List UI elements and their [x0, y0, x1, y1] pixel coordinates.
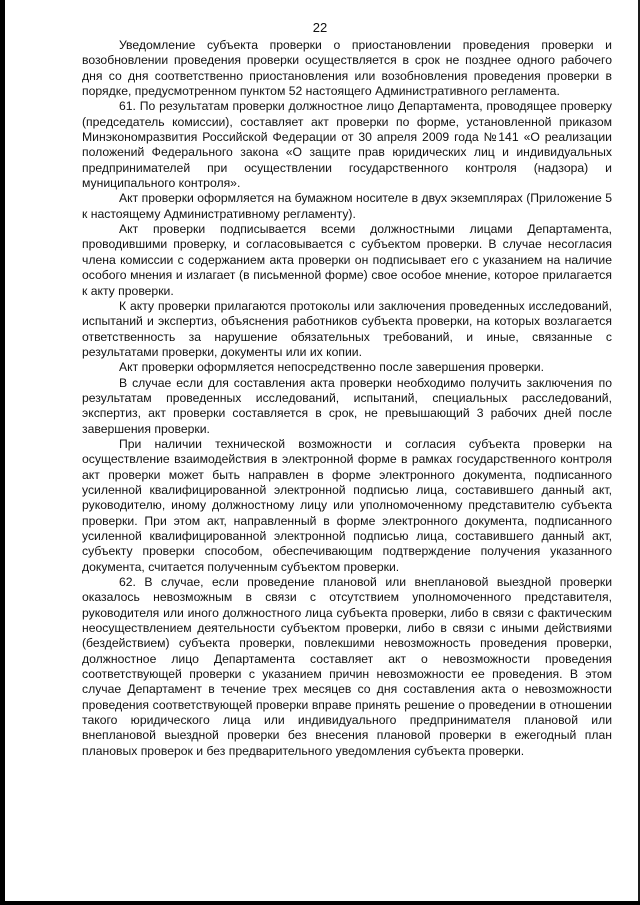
- paragraph: В случае если для составления акта проверки необходимо получить заключения по результатам проведенных исследований, испытаний, специальных расследований, экспертиз, акт проверки составляется в срок, не превышающий 3 рабочих дней после завершения проверки.: [82, 375, 612, 436]
- paragraph: При наличии технической возможности и согласия субъекта проверки на осуществление взаимодействия в электронной форме в рамках государственного контроля акт проверки может быть направлен в форме электронного документа, подписанного усиленной квалифицированной электронной подписью лица, составившего данный акт, руководителю, иному должностному лицу или уполномоченному представителю субъекта проверки. При этом акт, направленный в форме электронного документа, подписанного усиленной квалифицированной электронной подписью лица, составившего данный акт, субъекту проверки способом, обеспечивающим подтверждение получения указанного документа, считается полученным субъектом проверки.: [82, 436, 612, 574]
- page-number: 22: [312, 20, 328, 35]
- paragraph: 61. По результатам проверки должностное лицо Департамента, проводящее проверку (председатель комиссии), составляет акт проверки по форме, установленной приказом Минэкономразвития Российской Федерации от 30 апреля 2009 года №141 «О реализации положений Федерального закона «О защите прав юридических лиц и индивидуальных предпринимателей при осуществлении государственного контроля (надзора) и муниципального контроля».: [82, 99, 612, 191]
- paragraph: К акту проверки прилагаются протоколы или заключения проведенных исследований, испытаний и экспертиз, объяснения работников субъекта проверки, на которых возлагается ответственность за нарушение обязательных требований, и иные, связанные с результатами проверки, документы или их копии.: [82, 298, 612, 359]
- scan-bottom-edge: [0, 901, 640, 905]
- paragraph: Акт проверки оформляется непосредственно после завершения проверки.: [119, 360, 544, 375]
- document-body: [82, 38, 612, 759]
- paragraph: Акт проверки подписывается всеми должностными лицами Департамента, проводившими проверку, и согласовывается с субъектом проверки. В случае несогласия члена комиссии с содержанием акта проверки он подписывает его с указанием на наличие особого мнения и излагает (в письменной форме) свое особое мнение, которое прилагается к акту проверки.: [82, 222, 612, 298]
- scan-left-edge: [0, 0, 5, 905]
- paragraph: Уведомление субъекта проверки о приостановлении проведения проверки и возобновлении проведения проверки осуществляется в срок не позднее одного рабочего дня со дня соответственно приостановления или возобновления проведения проверки в порядке, предусмотренном пунктом 52 настоящего Административного регламента.: [82, 38, 612, 99]
- paragraph: Акт проверки оформляется на бумажном носителе в двух экземплярах (Приложение 5 к настоящему Административному регламенту).: [82, 191, 612, 221]
- paragraph: 62. В случае, если проведение плановой или внеплановой выездной проверки оказалось невозможным в связи с отсутствием уполномоченного представителя, руководителя или иного должностного лица субъекта проверки, либо в связи с фактическим неосуществлением деятельности субъектом проверки, либо в связи с иными действиями (бездействием) субъекта проверки, повлекшими невозможность проведения проверки, должностное лицо Департамента составляет акт о невозможности проведения соответствующей проверки с указанием причин невозможности ее проведения. В этом случае Департамент в течение трех месяцев со дня составления акта о невозможности проведения соответствующей проверки вправе принять решение о проведении в отношении такого юридического лица или индивидуального предпринимателя плановой или внеплановой выездной проверки без внесения плановой проверки в ежегодный план плановых проверок и без предварительного уведомления субъекта проверки.: [82, 575, 612, 758]
